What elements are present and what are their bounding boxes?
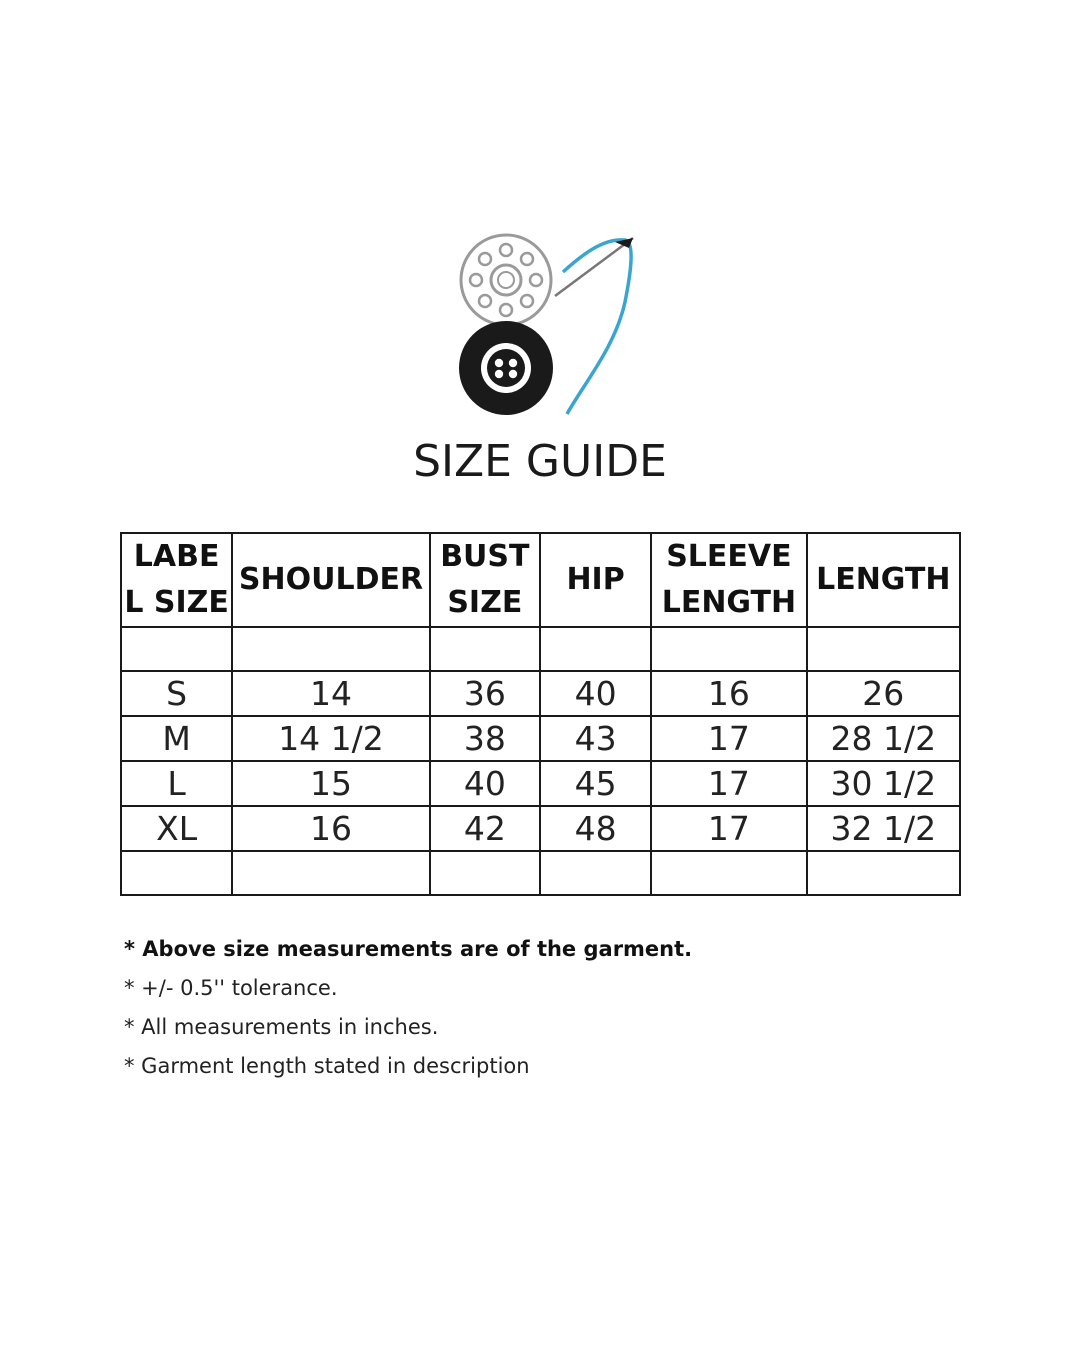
table-cell	[430, 851, 540, 895]
table-cell: 17	[651, 716, 806, 761]
note-tolerance: * +/- 0.5'' tolerance.	[124, 976, 338, 1000]
header-label-size-line2: L SIZE	[124, 585, 229, 620]
light-button-icon	[461, 235, 551, 325]
table-cell: L	[121, 761, 232, 806]
table-cell	[121, 627, 232, 671]
header-sleeve-length-line1: SLEEVE	[666, 539, 792, 574]
table-cell: 36	[430, 671, 540, 716]
table-cell: M	[121, 716, 232, 761]
note-garment-length: * Garment length stated in description	[124, 1054, 530, 1078]
header-hip	[540, 533, 651, 627]
header-shoulder-text: SHOULDER	[238, 562, 424, 597]
table-cell	[540, 627, 651, 671]
table-cell: 17	[651, 761, 806, 806]
table-cell: 14 1/2	[232, 716, 429, 761]
header-label-size	[121, 533, 232, 627]
table-row	[121, 627, 960, 671]
page-title: SIZE GUIDE	[413, 436, 667, 487]
table-cell: 17	[651, 806, 806, 851]
note-garment-measurements: * Above size measurements are of the garment.	[124, 937, 693, 961]
table-cell	[121, 851, 232, 895]
table-cell: 26	[807, 671, 960, 716]
header-shoulder	[232, 533, 429, 627]
header-bust-size	[430, 533, 540, 627]
note-units: * All measurements in inches.	[124, 1015, 439, 1039]
table-cell	[807, 851, 960, 895]
table-cell: 48	[540, 806, 651, 851]
table-cell	[540, 851, 651, 895]
size-table	[120, 532, 961, 896]
header-length	[807, 533, 960, 627]
table-cell	[232, 627, 429, 671]
needle-thread-icon	[555, 238, 633, 414]
header-bust-size-line2: SIZE	[447, 585, 523, 620]
table-cell: 38	[430, 716, 540, 761]
table-row	[121, 851, 960, 895]
table-row	[121, 761, 960, 806]
table-cell: 15	[232, 761, 429, 806]
table-cell: 16	[651, 671, 806, 716]
table-cell: 32 1/2	[807, 806, 960, 851]
table-cell	[232, 851, 429, 895]
table-row	[121, 806, 960, 851]
table-cell: 42	[430, 806, 540, 851]
header-label-size-line1: LABE	[133, 539, 220, 574]
header-sleeve-length	[651, 533, 806, 627]
table-cell: 16	[232, 806, 429, 851]
table-cell: 40	[540, 671, 651, 716]
header-sleeve-length-line2: LENGTH	[661, 585, 797, 620]
notes-list	[124, 930, 692, 1086]
table-cell	[651, 851, 806, 895]
sewing-button-needle-icon	[455, 232, 640, 417]
table-cell	[651, 627, 806, 671]
table-cell	[430, 627, 540, 671]
header-length-text: LENGTH	[816, 562, 951, 597]
table-row	[121, 716, 960, 761]
table-cell	[807, 627, 960, 671]
dark-button-icon	[459, 321, 553, 415]
table-row	[121, 671, 960, 716]
table-cell: S	[121, 671, 232, 716]
header-hip-text: HIP	[566, 562, 625, 597]
table-cell: XL	[121, 806, 232, 851]
table-cell: 30 1/2	[807, 761, 960, 806]
table-cell: 40	[430, 761, 540, 806]
header-bust-size-line1: BUST	[440, 539, 530, 574]
table-cell: 28 1/2	[807, 716, 960, 761]
table-cell: 43	[540, 716, 651, 761]
table-cell: 14	[232, 671, 429, 716]
table-header-row	[121, 533, 960, 627]
table-cell: 45	[540, 761, 651, 806]
